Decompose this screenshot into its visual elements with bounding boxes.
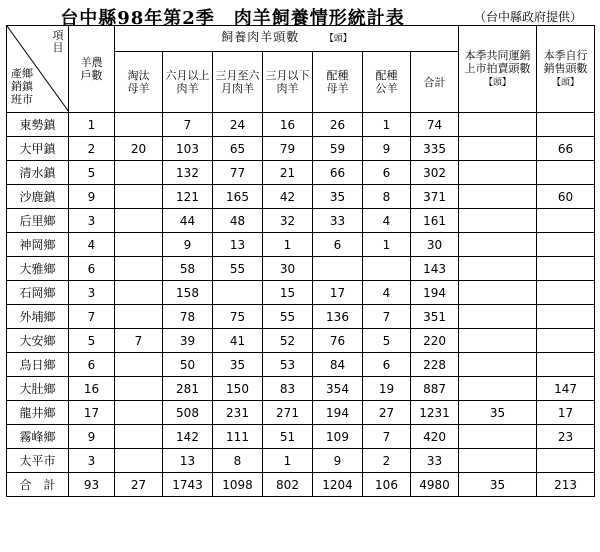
cell-cull: 20 bbox=[115, 137, 163, 161]
cell-auction bbox=[459, 209, 537, 233]
cell-m3to6: 48 bbox=[213, 209, 263, 233]
cell-auction bbox=[459, 425, 537, 449]
cell-over6: 281 bbox=[163, 377, 213, 401]
cell-cull bbox=[115, 281, 163, 305]
cell-total: 887 bbox=[411, 377, 459, 401]
cell-self bbox=[537, 449, 595, 473]
cell-town: 霧峰鄉 bbox=[7, 425, 69, 449]
cell-ewe: 84 bbox=[313, 353, 363, 377]
cell-ram: 5 bbox=[363, 329, 411, 353]
cell-ram: 4 bbox=[363, 209, 411, 233]
cell-hh: 16 bbox=[69, 377, 115, 401]
cell-over6: 44 bbox=[163, 209, 213, 233]
cell-m3to6: 165 bbox=[213, 185, 263, 209]
header-group: 飼養肉羊頭數 【頭】 bbox=[115, 26, 459, 52]
cell-town: 外埔鄉 bbox=[7, 305, 69, 329]
cell-under3: 271 bbox=[263, 401, 313, 425]
cell-over6: 50 bbox=[163, 353, 213, 377]
table-row bbox=[7, 281, 595, 305]
cell-ram: 7 bbox=[363, 305, 411, 329]
cell-over6: 13 bbox=[163, 449, 213, 473]
cell-hh: 17 bbox=[69, 401, 115, 425]
cell-total: 302 bbox=[411, 161, 459, 185]
cell-ewe: 194 bbox=[313, 401, 363, 425]
cell-over6: 142 bbox=[163, 425, 213, 449]
self-sale-unit: 【頭】 bbox=[552, 77, 580, 88]
cell-auction bbox=[459, 137, 537, 161]
cell-ewe: 1204 bbox=[313, 473, 363, 497]
total-row bbox=[7, 473, 595, 497]
cell-town: 東勢鎮 bbox=[7, 113, 69, 137]
header-self-sale: 本季自行銷售頭數 【頭】 bbox=[537, 26, 595, 113]
cell-ewe bbox=[313, 257, 363, 281]
cell-ram: 8 bbox=[363, 185, 411, 209]
cell-m3to6: 35 bbox=[213, 353, 263, 377]
table-row bbox=[7, 113, 595, 137]
cell-ewe: 66 bbox=[313, 161, 363, 185]
cell-ram bbox=[363, 257, 411, 281]
cell-ewe: 109 bbox=[313, 425, 363, 449]
header-over6: 六月以上肉羊 bbox=[163, 52, 213, 113]
cell-auction bbox=[459, 377, 537, 401]
cell-ram: 6 bbox=[363, 161, 411, 185]
header-breed-ewe: 配種母羊 bbox=[313, 52, 363, 113]
cell-cull bbox=[115, 233, 163, 257]
table-row bbox=[7, 329, 595, 353]
cell-self: 66 bbox=[537, 137, 595, 161]
header-auction: 本季共同運銷上市拍賣頭數 【頭】 bbox=[459, 26, 537, 113]
cell-total: 1231 bbox=[411, 401, 459, 425]
cell-under3: 1 bbox=[263, 233, 313, 257]
cell-town: 烏日鄉 bbox=[7, 353, 69, 377]
cell-ram: 6 bbox=[363, 353, 411, 377]
cell-hh: 9 bbox=[69, 185, 115, 209]
group-unit: 【頭】 bbox=[324, 34, 352, 45]
cell-total: 4980 bbox=[411, 473, 459, 497]
cell-m3to6: 231 bbox=[213, 401, 263, 425]
cell-m3to6: 55 bbox=[213, 257, 263, 281]
cell-total: 420 bbox=[411, 425, 459, 449]
cell-hh: 5 bbox=[69, 161, 115, 185]
cell-under3: 83 bbox=[263, 377, 313, 401]
corner-top-label: 項目 bbox=[52, 29, 64, 54]
cell-under3: 51 bbox=[263, 425, 313, 449]
cell-auction: 35 bbox=[459, 473, 537, 497]
table-body bbox=[7, 113, 595, 497]
cell-hh: 5 bbox=[69, 329, 115, 353]
corner-bottom-label: 產鄉銷鎮班市 bbox=[11, 67, 33, 106]
cell-cull: 7 bbox=[115, 329, 163, 353]
header-cull: 淘汰母羊 bbox=[115, 52, 163, 113]
cell-auction bbox=[459, 233, 537, 257]
cell-cull bbox=[115, 377, 163, 401]
cell-m3to6: 13 bbox=[213, 233, 263, 257]
cell-over6: 39 bbox=[163, 329, 213, 353]
cell-ram: 9 bbox=[363, 137, 411, 161]
cell-hh: 9 bbox=[69, 425, 115, 449]
cell-under3: 53 bbox=[263, 353, 313, 377]
cell-ewe: 136 bbox=[313, 305, 363, 329]
cell-self bbox=[537, 329, 595, 353]
cell-auction: 35 bbox=[459, 401, 537, 425]
cell-self bbox=[537, 113, 595, 137]
header-breed-ram: 配種公羊 bbox=[363, 52, 411, 113]
cell-ram: 106 bbox=[363, 473, 411, 497]
cell-town: 龍井鄉 bbox=[7, 401, 69, 425]
cell-total: 228 bbox=[411, 353, 459, 377]
cell-under3: 15 bbox=[263, 281, 313, 305]
cell-m3to6: 111 bbox=[213, 425, 263, 449]
cell-hh: 6 bbox=[69, 257, 115, 281]
cell-hh: 3 bbox=[69, 209, 115, 233]
cell-cull bbox=[115, 353, 163, 377]
cell-auction bbox=[459, 257, 537, 281]
cell-m3to6: 65 bbox=[213, 137, 263, 161]
cell-m3to6: 75 bbox=[213, 305, 263, 329]
cell-under3: 16 bbox=[263, 113, 313, 137]
cell-self bbox=[537, 161, 595, 185]
cell-town: 太平市 bbox=[7, 449, 69, 473]
header-total: 合計 bbox=[411, 52, 459, 113]
table-row bbox=[7, 137, 595, 161]
cell-auction bbox=[459, 449, 537, 473]
cell-over6: 132 bbox=[163, 161, 213, 185]
cell-ram: 2 bbox=[363, 449, 411, 473]
cell-m3to6: 24 bbox=[213, 113, 263, 137]
cell-over6: 103 bbox=[163, 137, 213, 161]
cell-hh: 93 bbox=[69, 473, 115, 497]
cell-over6: 9 bbox=[163, 233, 213, 257]
cell-town: 石岡鄉 bbox=[7, 281, 69, 305]
cell-cull bbox=[115, 425, 163, 449]
cell-self: 23 bbox=[537, 425, 595, 449]
cell-m3to6: 8 bbox=[213, 449, 263, 473]
cell-total: 220 bbox=[411, 329, 459, 353]
corner-header bbox=[7, 26, 69, 113]
cell-auction bbox=[459, 329, 537, 353]
cell-ewe: 76 bbox=[313, 329, 363, 353]
cell-auction bbox=[459, 113, 537, 137]
cell-self: 147 bbox=[537, 377, 595, 401]
cell-auction bbox=[459, 353, 537, 377]
cell-self: 213 bbox=[537, 473, 595, 497]
cell-self bbox=[537, 209, 595, 233]
cell-hh: 6 bbox=[69, 353, 115, 377]
cell-under3: 42 bbox=[263, 185, 313, 209]
header-households: 羊農戶數 bbox=[69, 26, 115, 113]
header-under3: 三月以下肉羊 bbox=[263, 52, 313, 113]
cell-under3: 55 bbox=[263, 305, 313, 329]
cell-m3to6: 150 bbox=[213, 377, 263, 401]
cell-hh: 2 bbox=[69, 137, 115, 161]
cell-ram: 19 bbox=[363, 377, 411, 401]
cell-self bbox=[537, 281, 595, 305]
cell-town: 后里鄉 bbox=[7, 209, 69, 233]
table-row bbox=[7, 185, 595, 209]
cell-over6: 508 bbox=[163, 401, 213, 425]
cell-ram: 1 bbox=[363, 113, 411, 137]
table-title: 台中縣98年第2季 肉羊飼養情形統計表 bbox=[60, 8, 405, 29]
cell-over6: 158 bbox=[163, 281, 213, 305]
cell-ewe: 17 bbox=[313, 281, 363, 305]
cell-auction bbox=[459, 185, 537, 209]
table-row bbox=[7, 257, 595, 281]
cell-town: 大雅鄉 bbox=[7, 257, 69, 281]
cell-cull bbox=[115, 161, 163, 185]
table-row bbox=[7, 161, 595, 185]
statistics-table bbox=[6, 25, 595, 497]
cell-cull bbox=[115, 113, 163, 137]
cell-town: 神岡鄉 bbox=[7, 233, 69, 257]
cell-over6: 58 bbox=[163, 257, 213, 281]
cell-self: 60 bbox=[537, 185, 595, 209]
header-3to6: 三月至六月肉羊 bbox=[213, 52, 263, 113]
cell-total: 143 bbox=[411, 257, 459, 281]
cell-total: 30 bbox=[411, 233, 459, 257]
cell-over6: 121 bbox=[163, 185, 213, 209]
cell-cull bbox=[115, 305, 163, 329]
cell-self bbox=[537, 305, 595, 329]
cell-m3to6: 77 bbox=[213, 161, 263, 185]
table-row bbox=[7, 377, 595, 401]
cell-ewe: 33 bbox=[313, 209, 363, 233]
cell-cull bbox=[115, 401, 163, 425]
cell-under3: 79 bbox=[263, 137, 313, 161]
cell-ram: 4 bbox=[363, 281, 411, 305]
table-row bbox=[7, 209, 595, 233]
cell-cull bbox=[115, 185, 163, 209]
data-source: （台中縣政府提供） bbox=[473, 10, 582, 24]
cell-ram: 7 bbox=[363, 425, 411, 449]
cell-cull: 27 bbox=[115, 473, 163, 497]
cell-auction bbox=[459, 305, 537, 329]
table-row bbox=[7, 233, 595, 257]
cell-total: 335 bbox=[411, 137, 459, 161]
cell-ewe: 35 bbox=[313, 185, 363, 209]
table-row bbox=[7, 353, 595, 377]
cell-ewe: 26 bbox=[313, 113, 363, 137]
cell-under3: 32 bbox=[263, 209, 313, 233]
cell-hh: 1 bbox=[69, 113, 115, 137]
cell-hh: 3 bbox=[69, 449, 115, 473]
cell-hh: 3 bbox=[69, 281, 115, 305]
cell-ewe: 9 bbox=[313, 449, 363, 473]
cell-hh: 4 bbox=[69, 233, 115, 257]
table-row bbox=[7, 401, 595, 425]
cell-ram: 1 bbox=[363, 233, 411, 257]
cell-total: 194 bbox=[411, 281, 459, 305]
cell-town: 大甲鎮 bbox=[7, 137, 69, 161]
cell-total: 33 bbox=[411, 449, 459, 473]
cell-m3to6: 1098 bbox=[213, 473, 263, 497]
cell-self bbox=[537, 233, 595, 257]
cell-auction bbox=[459, 281, 537, 305]
table-row bbox=[7, 449, 595, 473]
cell-under3: 21 bbox=[263, 161, 313, 185]
cell-under3: 1 bbox=[263, 449, 313, 473]
cell-under3: 52 bbox=[263, 329, 313, 353]
cell-town: 沙鹿鎮 bbox=[7, 185, 69, 209]
cell-total: 74 bbox=[411, 113, 459, 137]
cell-ewe: 59 bbox=[313, 137, 363, 161]
cell-over6: 1743 bbox=[163, 473, 213, 497]
cell-under3: 30 bbox=[263, 257, 313, 281]
cell-total: 161 bbox=[411, 209, 459, 233]
cell-ewe: 6 bbox=[313, 233, 363, 257]
cell-town: 大肚鄉 bbox=[7, 377, 69, 401]
cell-town: 合 計 bbox=[7, 473, 69, 497]
table-row bbox=[7, 425, 595, 449]
auction-unit: 【頭】 bbox=[484, 77, 512, 88]
cell-hh: 7 bbox=[69, 305, 115, 329]
cell-over6: 7 bbox=[163, 113, 213, 137]
cell-m3to6: 41 bbox=[213, 329, 263, 353]
cell-self bbox=[537, 353, 595, 377]
cell-self: 17 bbox=[537, 401, 595, 425]
cell-ram: 27 bbox=[363, 401, 411, 425]
cell-self bbox=[537, 257, 595, 281]
cell-ewe: 354 bbox=[313, 377, 363, 401]
cell-town: 大安鄉 bbox=[7, 329, 69, 353]
cell-town: 清水鎮 bbox=[7, 161, 69, 185]
cell-cull bbox=[115, 257, 163, 281]
cell-under3: 802 bbox=[263, 473, 313, 497]
cell-total: 351 bbox=[411, 305, 459, 329]
cell-cull bbox=[115, 209, 163, 233]
table-row bbox=[7, 305, 595, 329]
cell-over6: 78 bbox=[163, 305, 213, 329]
cell-cull bbox=[115, 449, 163, 473]
cell-m3to6 bbox=[213, 281, 263, 305]
cell-total: 371 bbox=[411, 185, 459, 209]
cell-auction bbox=[459, 161, 537, 185]
